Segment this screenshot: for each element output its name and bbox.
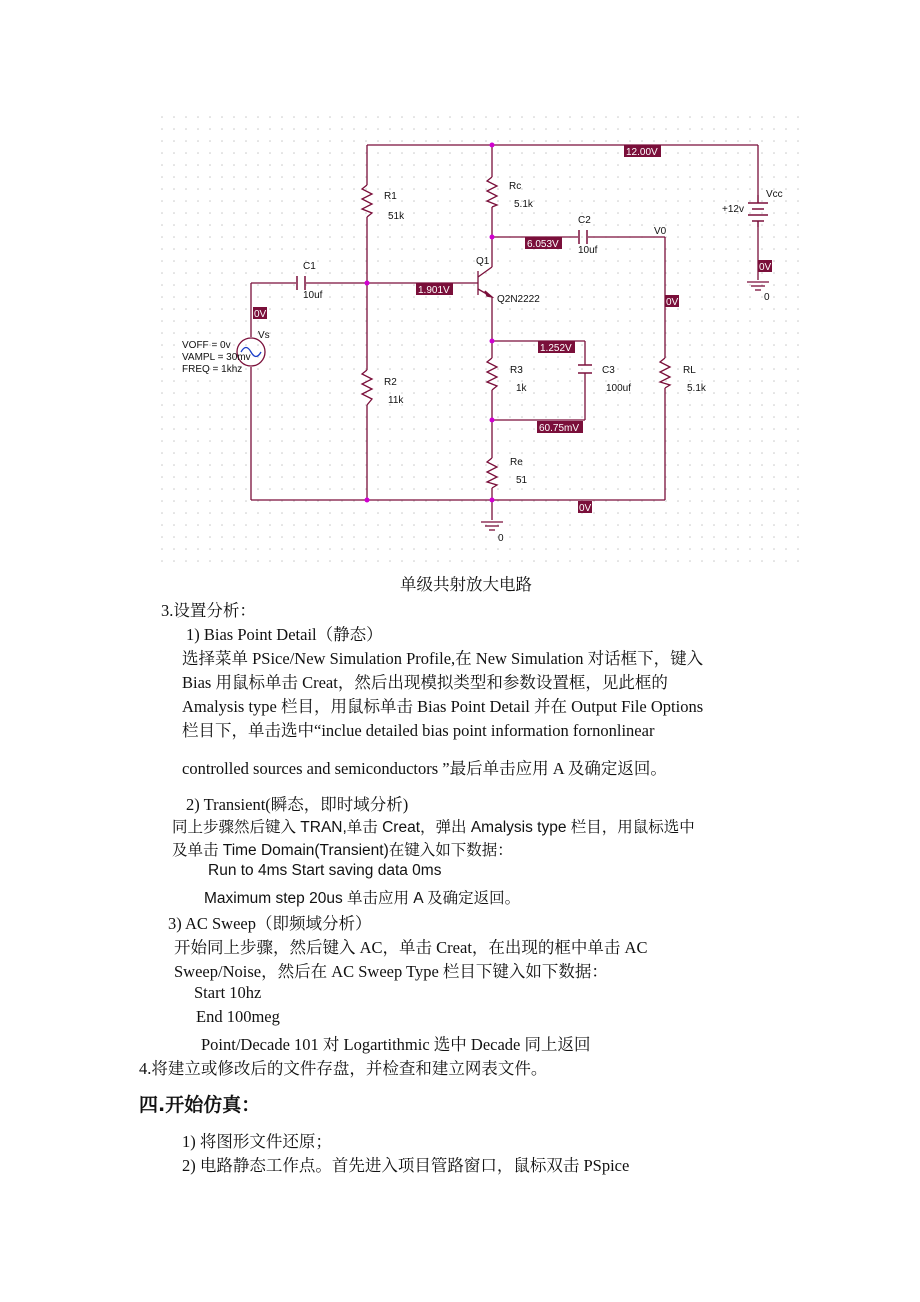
label-c3-value: 100uf: [606, 383, 632, 394]
label-rc-value: 5.1k: [514, 199, 533, 210]
ac-param-end: End 100meg: [196, 1007, 280, 1026]
label-v0: V0: [654, 226, 667, 237]
label-c1: C1: [303, 261, 316, 272]
label-r1: R1: [384, 191, 397, 202]
label-re-value: 51: [516, 475, 528, 486]
section-4-note: 4.将建立或修改后的文件存盘，并检查和建立网表文件。: [139, 1059, 548, 1078]
svg-text:60.75mV: 60.75mV: [539, 423, 580, 434]
transient-params: Maximum step 20us 单击应用 A 及确定返回。: [204, 890, 521, 907]
voltage-marker-base: [416, 283, 453, 296]
paragraph-line: 开始同上步骤，然后键入 AC，单击 Creat，在出现的框中单击 AC: [174, 938, 648, 957]
svg-text:1.901V: 1.901V: [418, 285, 450, 296]
paragraph-line: 同上步骤然后键入 TRAN,单击 Creat，弹出 Amalysis type 栏目，用鼠标选中: [172, 819, 695, 836]
paragraph-line: 及单击 Time Domain(Transient)在键入如下数据：: [172, 842, 513, 859]
label-vs: Vs: [258, 330, 270, 341]
item-bias-point: 1) Bias Point Detail（静态）: [186, 625, 383, 644]
label-re: Re: [510, 457, 523, 468]
label-r1-value: 51k: [388, 211, 405, 222]
label-r2: R2: [384, 377, 397, 388]
svg-text:0V: 0V: [579, 503, 592, 514]
label-ground-vcc: 0: [764, 292, 770, 303]
list-item: 1) 将图形文件还原；: [182, 1132, 332, 1151]
label-vcc-value: +12v: [722, 204, 744, 215]
ac-param-start: Start 10hz: [194, 983, 262, 1002]
voltage-marker-vs: [253, 307, 267, 320]
list-item: 2) 电路静态工作点。首先进入项目管路窗口，鼠标双击 PSpice: [182, 1156, 630, 1175]
label-voff: VOFF = 0v: [182, 340, 231, 351]
item-transient: 2) Transient(瞬态，即时域分析): [186, 795, 409, 814]
paragraph-line: Amalysis type 栏目，用鼠标单击 Bias Point Detail 并在 Output File Options: [182, 697, 704, 716]
circuit-schematic: [160, 115, 800, 565]
label-r3: R3: [510, 365, 523, 376]
voltage-marker-collector: [525, 237, 562, 250]
item-ac-sweep: 3) AC Sweep（即频域分析）: [168, 914, 372, 933]
svg-text:0V: 0V: [759, 262, 772, 273]
label-q1: Q1: [476, 256, 490, 267]
label-c1-value: 10uf: [303, 290, 323, 301]
voltage-marker-emitter: [538, 341, 575, 354]
label-rl: RL: [683, 365, 696, 376]
grid-background: [160, 115, 800, 565]
label-freq: FREQ = 1khz: [182, 364, 243, 375]
label-c3: C3: [602, 365, 615, 376]
voltage-marker-bottom: [578, 501, 592, 514]
label-c2-value: 10uf: [578, 245, 598, 256]
voltage-marker-rl: [665, 295, 679, 308]
svg-text:6.053V: 6.053V: [527, 239, 559, 250]
svg-text:0V: 0V: [666, 297, 679, 308]
label-r3-value: 1k: [516, 383, 527, 394]
ac-param-point-decade: Point/Decade 101 对 Logartithmic 选中 Decade 同上返回: [201, 1035, 591, 1054]
label-rc: Rc: [509, 181, 522, 192]
label-c2: C2: [578, 215, 591, 226]
svg-text:12.00V: 12.00V: [626, 147, 658, 158]
voltage-marker-vcc: [624, 145, 661, 158]
label-rl-value: 5.1k: [687, 383, 706, 394]
paragraph-line: 栏目下，单击选中“inclue detailed bias point information fornonlinear: [182, 721, 655, 740]
paragraph-line: Sweep/Noise，然后在 AC Sweep Type 栏目下键入如下数据：: [174, 962, 608, 981]
heading-start-simulation: 四.开始仿真：: [139, 1094, 261, 1116]
paragraph-line: Bias 用鼠标单击 Creat，然后出现模拟类型和参数设置框，见此框的: [182, 673, 668, 692]
voltage-marker-re-top: [537, 421, 583, 434]
label-q1-model: Q2N2222: [497, 294, 540, 305]
label-r2-value: 11k: [388, 395, 404, 406]
svg-text:1.252V: 1.252V: [540, 343, 572, 354]
voltage-marker-vcc-ground: [758, 260, 772, 273]
label-ground-main: 0: [498, 533, 504, 544]
svg-text:0V: 0V: [254, 309, 267, 320]
paragraph-line: 选择菜单 PSice/New Simulation Profile,在 New Simulation 对话框下，键入: [182, 649, 704, 668]
transient-params: Run to 4ms Start saving data 0ms: [208, 862, 442, 879]
label-vcc: Vcc: [766, 189, 783, 200]
paragraph-line: controlled sources and semiconductors ”最后单击应用 A 及确定返回。: [182, 759, 667, 778]
label-vampl: VAMPL = 30mv: [182, 352, 251, 363]
figure-caption: 单级共射放大电路: [400, 575, 532, 594]
section-3-title: 3.设置分析：: [161, 601, 256, 620]
